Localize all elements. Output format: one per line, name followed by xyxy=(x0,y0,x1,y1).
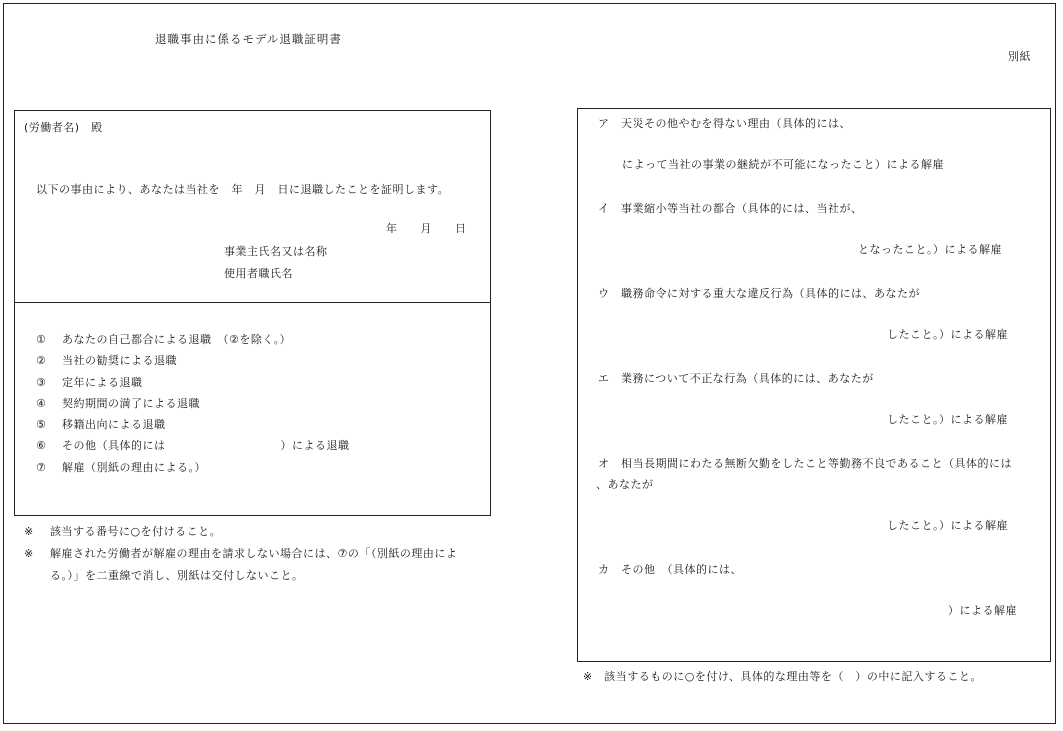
dismissal-reason-o-tail: したこと。）による解雇 xyxy=(887,519,1008,532)
dismissal-reason-o-cont: 、あなたが xyxy=(596,478,654,491)
note-mark: ※ xyxy=(24,547,34,560)
reason-text: 定年による退職 xyxy=(62,376,143,389)
reason-text: あなたの自己都合による退職 （②を除く。） xyxy=(62,333,292,346)
issue-date-line: 年 月 日 xyxy=(386,222,467,235)
worker-name-label: (労働者名) 殿 xyxy=(24,121,103,134)
dismissal-reason-a: ア 天災その他やむを得ない理由（具体的には、 xyxy=(598,117,851,130)
reason-text: 解雇（別紙の理由による。） xyxy=(62,461,206,474)
dismissal-reason-e: エ 業務について不正な行為（具体的には、あなたが xyxy=(598,372,874,385)
certificate-divider xyxy=(14,302,491,303)
reason-number: ③ xyxy=(36,376,47,389)
reason-text: 移籍出向による退職 xyxy=(62,418,166,431)
dismissal-reason-a-tail: によって当社の事業の継続が不可能になったこと）による解雇 xyxy=(622,158,944,171)
reason-number: ② xyxy=(36,354,47,367)
user-position-label: 使用者職氏名 xyxy=(224,267,293,280)
reason-text: 契約期間の満了による退職 xyxy=(62,397,200,410)
dismissal-reason-u-tail: したこと。）による解雇 xyxy=(887,328,1008,341)
reason-number: ⑤ xyxy=(36,418,47,431)
dismissal-reason-ka-tail: ）による解雇 xyxy=(948,604,1017,617)
reason-number: ① xyxy=(36,333,47,346)
dismissal-note: ※ 該当するものに○を付け、具体的な理由等を（ ）の中に記入すること。 xyxy=(583,670,982,683)
dismissal-reason-i-tail: となったこと。）による解雇 xyxy=(858,243,1002,256)
note-mark: ※ xyxy=(24,525,34,538)
reason-number: ⑦ xyxy=(36,461,47,474)
dismissal-reason-u: ウ 職務命令に対する重大な違反行為（具体的には、あなたが xyxy=(598,287,920,300)
reason-text: 当社の勧奨による退職 xyxy=(62,354,177,367)
dismissal-reason-o: オ 相当長期間にわたる無断欠勤をしたこと等勤務不良であること（具体的には xyxy=(598,457,1012,470)
note-text: 該当する番号に○を付けること。 xyxy=(50,525,222,538)
note-text: 解雇された労働者が解雇の理由を請求しない場合には、⑦の「（別紙の理由によ xyxy=(50,547,458,560)
reason-text: その他（具体的には ）による退職 xyxy=(62,439,350,452)
dismissal-reason-e-tail: したこと。）による解雇 xyxy=(887,413,1008,426)
attachment-label: 別紙 xyxy=(1008,50,1031,63)
reason-number: ⑥ xyxy=(36,439,47,452)
reason-number: ④ xyxy=(36,397,47,410)
dismissal-reason-ka: カ その他 （具体的には、 xyxy=(598,563,742,576)
note-text: る。）」を二重線で消し、別紙は交付しないこと。 xyxy=(50,569,304,582)
certificate-box xyxy=(14,110,491,516)
document-title: 退職事由に係るモデル退職証明書 xyxy=(155,32,342,46)
dismissal-reason-i: イ 事業縮小等当社の都合（具体的には、当社が、 xyxy=(598,202,863,215)
employer-name-label: 事業主氏名又は名称 xyxy=(224,245,328,258)
certificate-statement: 以下の事由により、あなたは当社を 年 月 日に退職したことを証明します。 xyxy=(36,183,450,196)
dismissal-reasons-box xyxy=(577,108,1051,662)
